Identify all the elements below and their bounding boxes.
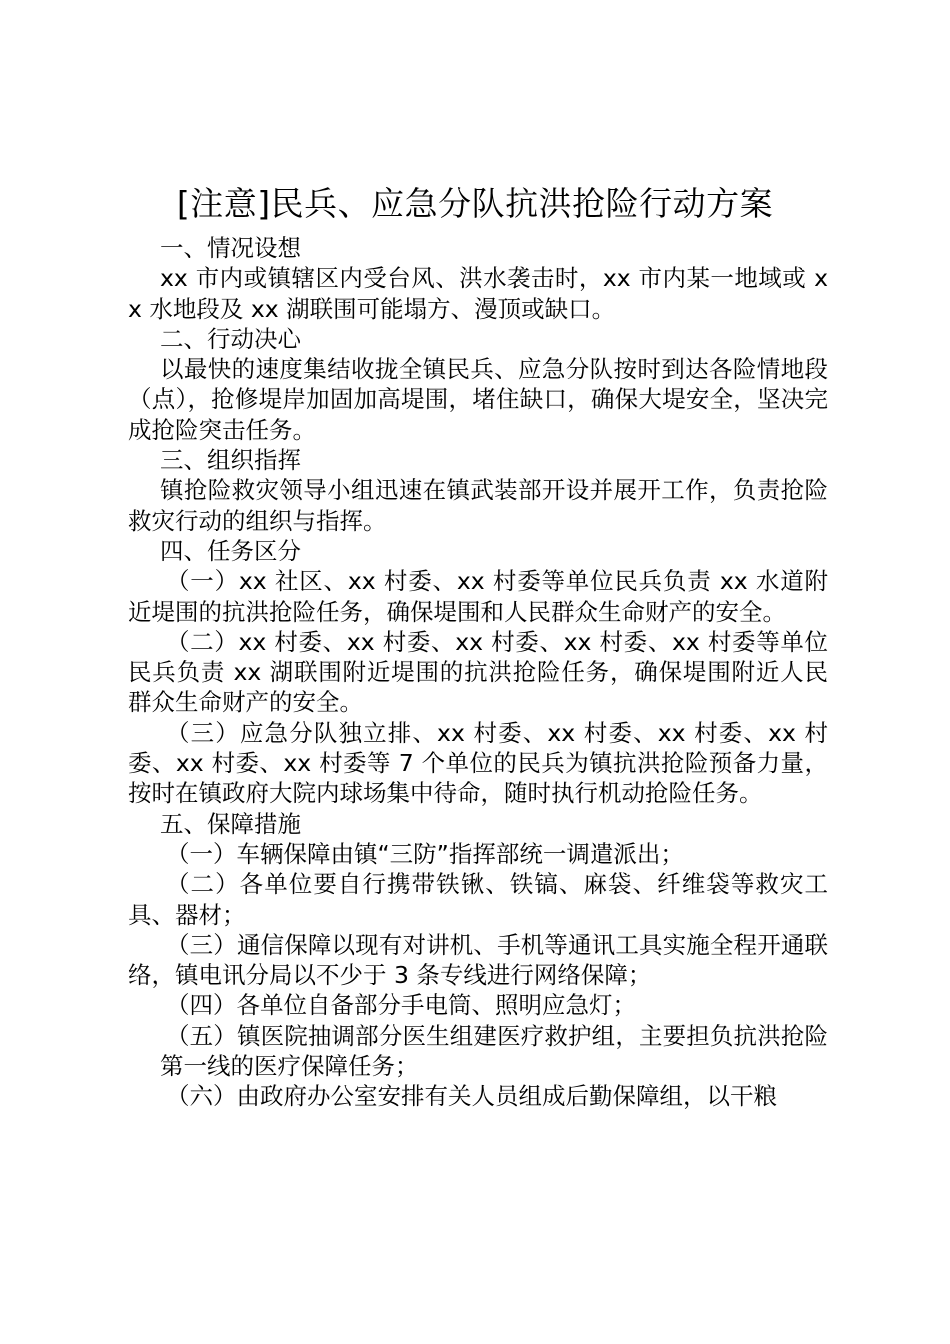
paragraph-task-2: （二）xx 村委、xx 村委、xx 村委、xx 村委、xx 村委等单位民兵负责 xx 湖联围附近堤围的抗洪抢险任务，确保堤围附近人民群众生命财产的安全。 bbox=[128, 627, 828, 717]
paragraph-support-4: （四）各单位自备部分手电筒、照明应急灯； bbox=[166, 991, 636, 1020]
section-heading-tasks: 四、任务区分 bbox=[160, 536, 301, 565]
paragraph-support-2: （二）各单位要自行携带铁锹、铁镐、麻袋、纤维袋等救灾工具、器材； bbox=[128, 870, 828, 929]
section-heading-support: 五、保障措施 bbox=[160, 809, 301, 838]
section-heading-situation: 一、情况设想 bbox=[160, 234, 301, 262]
paragraph-command: 镇抢险救灾领导小组迅速在镇武装部开设并展开工作，负责抢险救灾行动的组织与指挥。 bbox=[128, 476, 828, 535]
paragraph-support-5: （五）镇医院抽调部分医生组建医疗救护组，主要担负抗洪抢险第一线的医疗保障任务； bbox=[160, 1021, 828, 1081]
document-body bbox=[128, 233, 828, 1112]
section-heading-command: 三、组织指挥 bbox=[160, 446, 301, 475]
paragraph-task-1: （一）xx 社区、xx 村委、xx 村委等单位民兵负责 xx 水道附近堤围的抗洪抢险任务，确保堤围和人民群众生命财产的安全。 bbox=[128, 567, 828, 626]
paragraph-support-3: （三）通信保障以现有对讲机、手机等通讯工具实施全程开通联络，镇电讯分局以不少于 3 条专线进行网络保障； bbox=[128, 930, 828, 990]
section-heading-decision: 二、行动决心 bbox=[160, 324, 301, 353]
paragraph-situation: xx 市内或镇辖区内受台风、洪水袭击时，xx 市内某一地域或 xx 水地段及 xx 湖联围可能塌方、漫顶或缺口。 bbox=[128, 264, 828, 323]
paragraph-support-1: （一）车辆保障由镇“三防”指挥部统一调遣派出； bbox=[166, 839, 684, 868]
paragraph-task-3: （三）应急分队独立排、xx 村委、xx 村委、xx 村委、xx 村委、xx 村委、xx 村委等 7 个单位的民兵为镇抗洪抢险预备力量，按时在镇政府大院内球场集中待命，随时执行机动抢险任务。 bbox=[128, 718, 828, 808]
paragraph-support-6: （六）由政府办公室安排有关人员组成后勤保障组，以干粮 bbox=[166, 1082, 777, 1111]
paragraph-decision: 以最快的速度集结收拢全镇民兵、应急分队按时到达各险情地段（点），抢修堤岸加固加高堤围，堵住缺口，确保大堤安全，坚决完成抢险突击任务。 bbox=[128, 355, 828, 444]
document-title: [注意]民兵、应急分队抗洪抢险行动方案 bbox=[176, 184, 774, 223]
